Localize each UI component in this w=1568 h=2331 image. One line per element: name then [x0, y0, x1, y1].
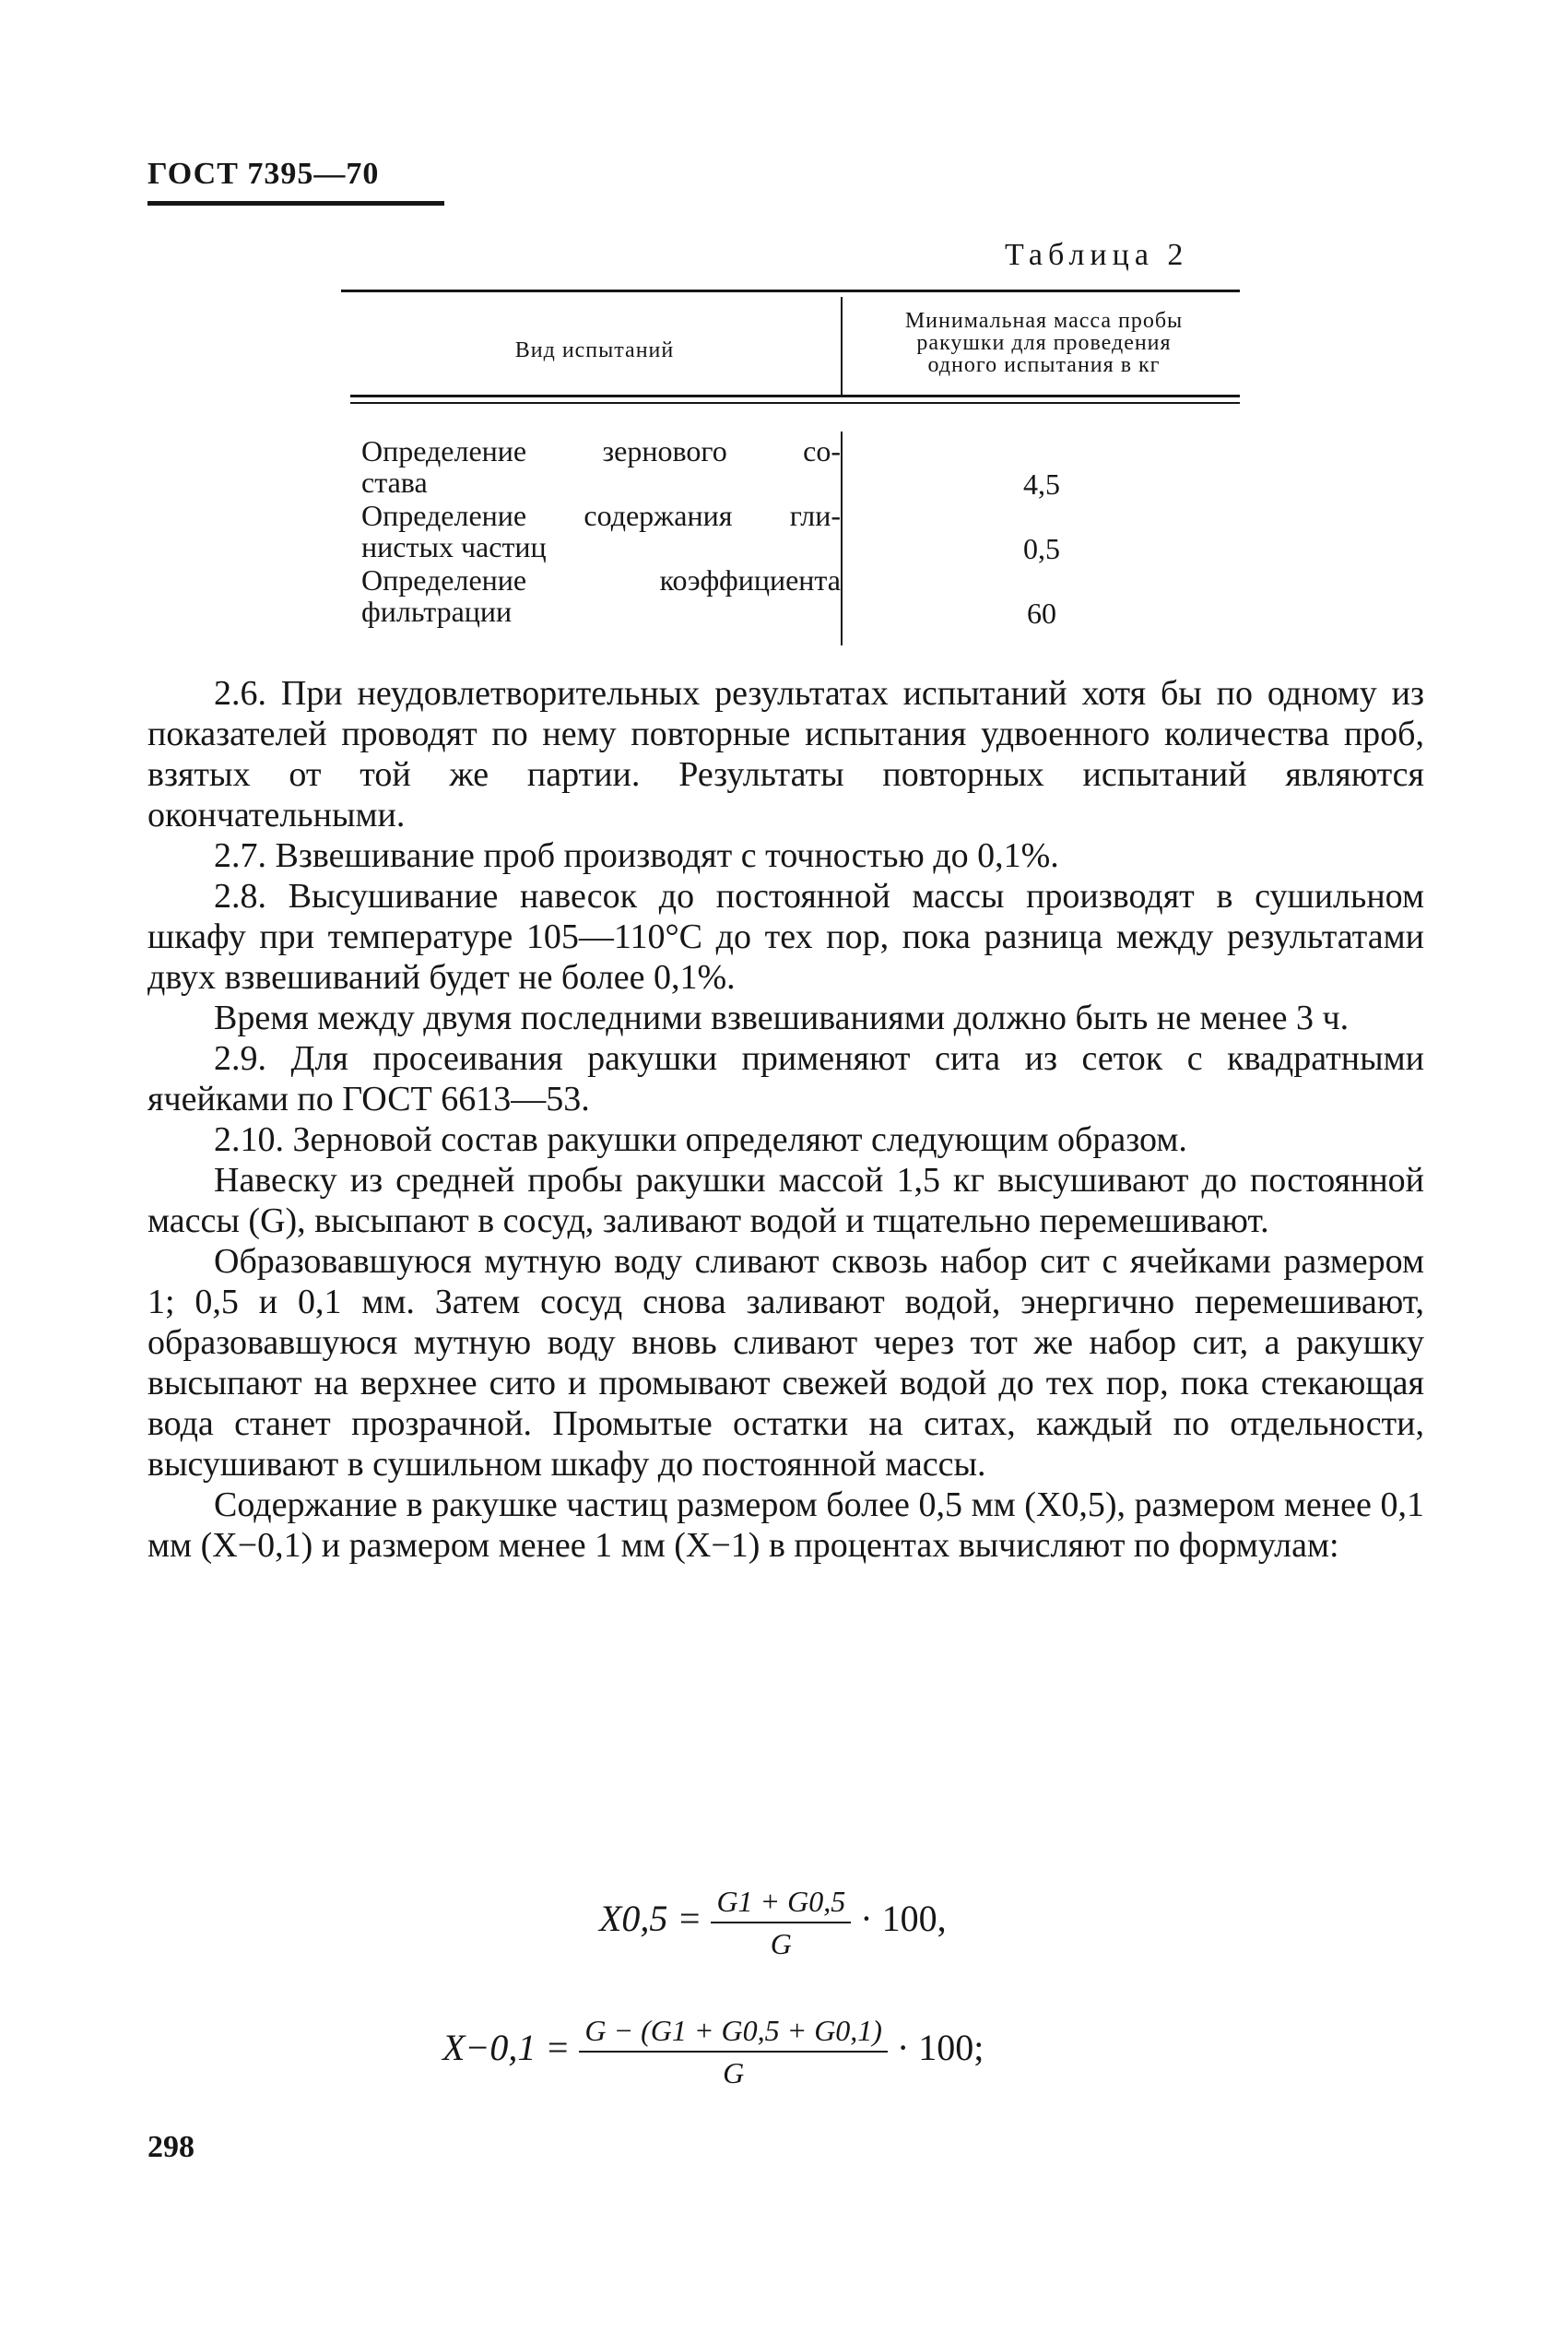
body-text	[147, 673, 1424, 1566]
header-line: Минимальная масса пробы	[904, 309, 1184, 333]
table-row	[361, 435, 841, 498]
header-underline	[147, 201, 444, 206]
table-column-divider-header	[841, 297, 843, 395]
page-number: 298	[147, 2130, 195, 2164]
header-line: одного испытания в кг	[927, 353, 1161, 377]
table-header-rule	[350, 395, 1240, 397]
table-column-divider-body	[841, 432, 843, 645]
table-header-min-mass	[848, 310, 1240, 376]
paragraph-2-9: 2.9. Для просеивания ракушки применяют сита из сеток с квадратными ячейками по ГОСТ 6613—53.	[147, 1039, 1424, 1118]
table-cell-value: 0,5	[1023, 532, 1060, 565]
header-line: ракушки для проведения	[916, 331, 1172, 355]
row-name-line: фильтрации	[361, 595, 513, 628]
formula-denominator: G	[770, 1927, 792, 1960]
row-name-line: Определение зернового со-	[361, 434, 841, 467]
formula-lhs: X0,5 =	[599, 1898, 702, 1940]
row-name-line: Определение содержания гли-	[361, 499, 841, 532]
formula-denominator: G	[723, 2056, 745, 2089]
paragraph-sample: Навеску из средней пробы ракушки массой 1,5 кг высушивают до постоянной массы (G), высыпают в сосуд, заливают водой и тщательно перемешивают.	[147, 1161, 1424, 1240]
table-cell-value: 4,5	[1023, 467, 1060, 501]
formula-x-01	[442, 2010, 984, 2093]
row-name-line: става	[361, 466, 428, 499]
table-row	[361, 500, 841, 562]
table-header-test-type: Вид испытаний	[514, 338, 675, 362]
row-name-line: Определение коэффициента	[361, 563, 841, 597]
document-header: ГОСТ 7395—70	[147, 157, 380, 191]
table-header-rule-2	[350, 402, 1240, 404]
table-cell-value: 60	[1027, 597, 1056, 630]
paragraph-content: Содержание в ракушке частиц размером более 0,5 мм (X0,5), размером менее 0,1 мм (X−0,1) и размером менее 1 мм (X−1) в процентах вычисляют по формулам:	[147, 1485, 1424, 1565]
formula-lhs: X−0,1 =	[442, 2027, 571, 2069]
formula-fraction	[579, 2010, 888, 2093]
formula-numerator: G − (G1 + G0,5 + G0,1)	[579, 2010, 888, 2053]
table-top-rule	[341, 290, 1240, 292]
formula-tail: · 100,	[860, 1898, 947, 1940]
table-row	[361, 564, 841, 627]
formula-numerator: G1 + G0,5	[711, 1881, 851, 1923]
row-name-line: нистых частиц	[361, 530, 547, 563]
paragraph-2-10: 2.10. Зерновой состав ракушки определяют следующим образом.	[214, 1120, 1187, 1159]
formula-x05	[599, 1881, 947, 1964]
formula-tail: · 100;	[896, 2027, 984, 2069]
paragraph-washing: Образовавшуюся мутную воду сливают сквозь набор сит с ячейками размером 1; 0,5 и 0,1 мм. Затем сосуд снова заливают водой, энергично перемешивают, образовавшуюся мутную воду вновь сливают через тот же набор сит, а ракушку высыпают на верхнее сито и промывают свежей водой до тех пор, пока стекающая вода станет прозрачной. Промытые остатки на ситах, каждый по отдельности, высушивают в сушильном шкафу до постоянной массы.	[147, 1242, 1424, 1484]
table-caption: Таблица 2	[1005, 238, 1189, 272]
paragraph-2-7: 2.7. Взвешивание проб производят с точностью до 0,1%.	[214, 836, 1059, 875]
paragraph-2-6: 2.6. При неудовлетворительных результатах испытаний хотя бы по одному из показателей проводят по нему повторные испытания удвоенного количества проб, взятых от той же партии. Результаты повторных испытаний являются окончательными.	[147, 674, 1424, 834]
formula-fraction	[711, 1881, 851, 1964]
paragraph-2-8: 2.8. Высушивание навесок до постоянной массы производят в сушильном шкафу при температуре 105—110°С до тех пор, пока разница между результатами двух взвешиваний будет не более 0,1%.	[147, 877, 1424, 997]
paragraph-drying-time: Время между двумя последними взвешиваниями должно быть не менее 3 ч.	[214, 999, 1350, 1037]
